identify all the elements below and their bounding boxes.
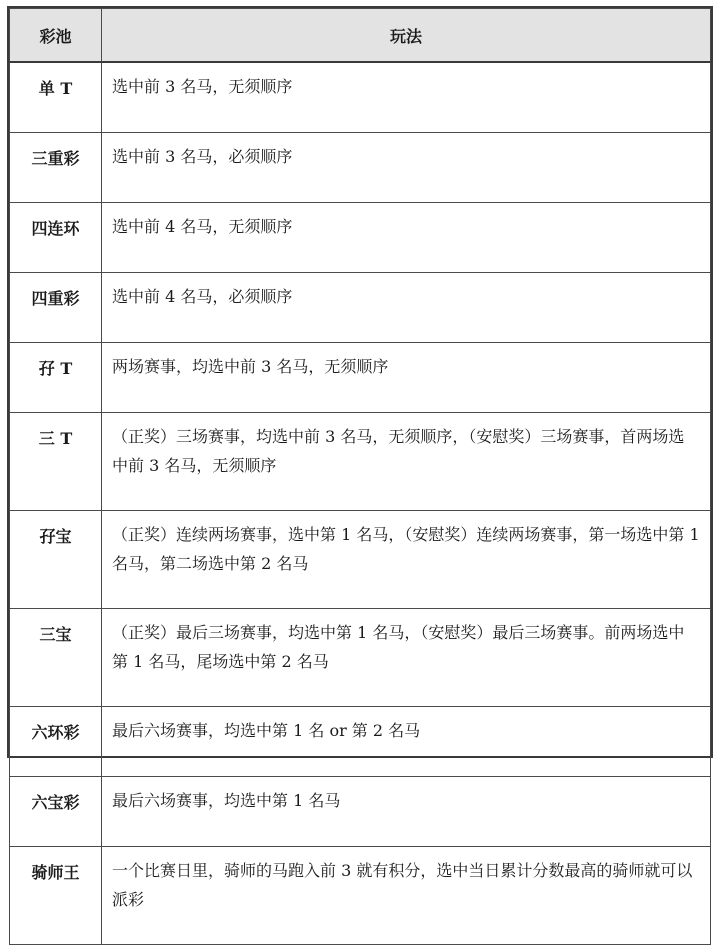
pool-rule: 两场赛事，均选中前 3 名马，无须顺序: [102, 343, 711, 413]
table-row: [10, 343, 711, 413]
table-row: [10, 707, 711, 777]
pool-name: 孖宝: [10, 511, 102, 609]
pool-name: 三重彩: [10, 133, 102, 203]
pool-name: 四重彩: [10, 273, 102, 343]
table-row: [10, 203, 711, 273]
pool-rule: 最后六场赛事，均选中第 1 名 or 第 2 名马: [102, 707, 711, 777]
pool-rule: （正奖）连续两场赛事，选中第 1 名马，（安慰奖）连续两场赛事，第一场选中第 1 名马，第二场选中第 2 名马: [102, 511, 711, 609]
table-row: [10, 511, 711, 609]
table-row: [10, 133, 711, 203]
betting-pool-table: [9, 8, 711, 945]
header-pool: 彩池: [10, 9, 102, 63]
table-row: [10, 413, 711, 511]
table-row: [10, 847, 711, 945]
pool-name: 三宝: [10, 609, 102, 707]
pool-rule: （正奖）三场赛事，均选中前 3 名马，无须顺序，（安慰奖）三场赛事，首两场选中前 3 名马，无须顺序: [102, 413, 711, 511]
pool-rule: （正奖）最后三场赛事，均选中第 1 名马，（安慰奖）最后三场赛事。前两场选中第 1 名马，尾场选中第 2 名马: [102, 609, 711, 707]
pool-name: 骑师王: [10, 847, 102, 945]
betting-pool-table-frame: [7, 6, 713, 909]
pool-name: 四连环: [10, 203, 102, 273]
pool-rule: 选中前 4 名马，无须顺序: [102, 203, 711, 273]
pool-name: 三 T: [10, 413, 102, 511]
pool-rule: 一个比赛日里，骑师的马跑入前 3 就有积分，选中当日累计分数最高的骑师就可以派彩: [102, 847, 711, 945]
header-rule: 玩法: [102, 9, 711, 63]
pool-rule: 最后六场赛事，均选中第 1 名马: [102, 777, 711, 847]
table-row: [10, 62, 711, 133]
pool-name: 单 T: [10, 62, 102, 133]
table-row: [10, 777, 711, 847]
table-header-row: [10, 9, 711, 63]
pool-name: 孖 T: [10, 343, 102, 413]
pool-name: 六宝彩: [10, 777, 102, 847]
table-row: [10, 273, 711, 343]
pool-rule: 选中前 3 名马，必须顺序: [102, 133, 711, 203]
pool-rule: 选中前 4 名马，必须顺序: [102, 273, 711, 343]
pool-rule: 选中前 3 名马，无须顺序: [102, 62, 711, 133]
pool-name: 六环彩: [10, 707, 102, 777]
table-row: [10, 609, 711, 707]
